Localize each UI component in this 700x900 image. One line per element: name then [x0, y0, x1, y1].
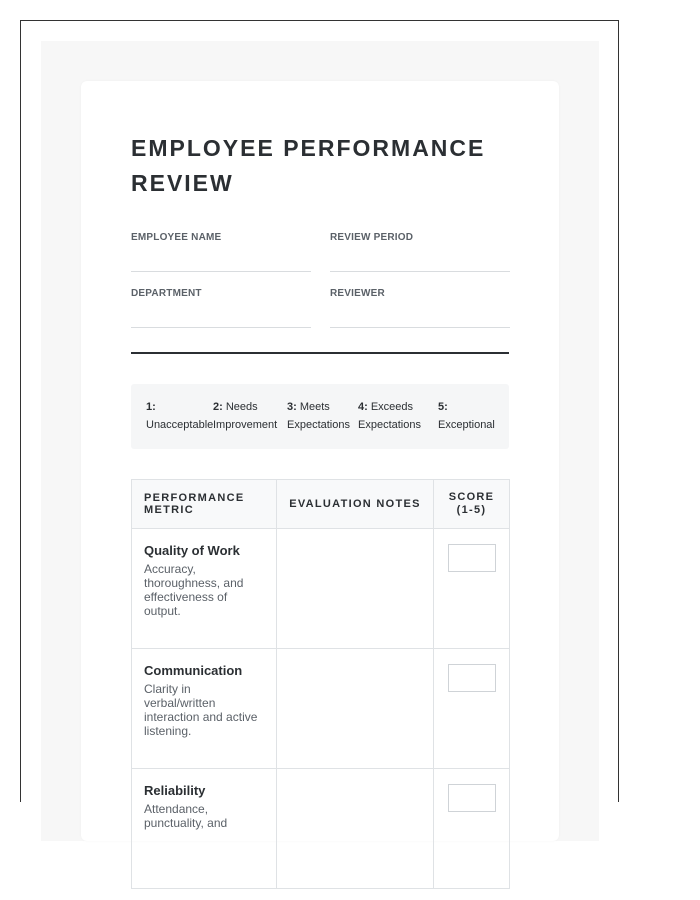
employee-name-input-line[interactable]	[131, 271, 311, 272]
department-label: DEPARTMENT	[131, 288, 202, 299]
evaluation-notes-cell[interactable]	[277, 529, 434, 649]
rating-1	[146, 398, 213, 434]
score-header	[434, 480, 510, 529]
metric-description: Clarity in verbal/written interaction and active listening.	[144, 682, 258, 738]
rating-2-text-line2: Improvement	[213, 419, 278, 431]
page-backdrop	[41, 41, 599, 841]
score-header-line2: (1-5)	[456, 504, 487, 516]
department-input-line[interactable]	[131, 327, 311, 328]
department-field[interactable]	[131, 288, 311, 299]
metric-name: Reliability	[144, 783, 206, 798]
score-cell	[434, 529, 510, 649]
rating-4	[358, 398, 421, 434]
evaluation-notes-cell[interactable]	[277, 649, 434, 769]
score-cell	[434, 649, 510, 769]
review-period-field[interactable]	[330, 232, 510, 243]
score-input[interactable]	[448, 784, 496, 812]
employee-name-field[interactable]	[131, 232, 311, 243]
rating-5-number: 5:	[438, 401, 448, 413]
metric-description: Attendance, punctuality, and	[144, 802, 228, 830]
performance-metric-header-line2: METRIC	[144, 504, 194, 516]
rating-3-number: 3:	[287, 401, 297, 413]
reviewer-input-line[interactable]	[330, 327, 510, 328]
table-row	[132, 649, 510, 769]
metric-description: Accuracy, thoroughness, and effectiveness of output.	[144, 562, 244, 618]
score-input[interactable]	[448, 664, 496, 692]
reviewer-field[interactable]	[330, 288, 510, 299]
table-row	[132, 529, 510, 649]
metric-cell	[132, 649, 277, 769]
rating-3	[287, 398, 350, 434]
metric-name: Quality of Work	[144, 543, 240, 558]
page-frame	[20, 20, 619, 830]
reviewer-label: REVIEWER	[330, 288, 385, 299]
rating-2-number: 2:	[213, 401, 223, 413]
performance-metric-header-line1: PERFORMANCE	[144, 492, 245, 504]
rating-4-text-line2: Expectations	[358, 419, 421, 431]
evaluation-notes-header: EVALUATION NOTES	[277, 480, 434, 529]
score-cell	[434, 769, 510, 889]
table-header-row	[132, 480, 510, 529]
rating-3-text-line2: Expectations	[287, 419, 350, 431]
review-period-input-line[interactable]	[330, 271, 510, 272]
table-row	[132, 769, 510, 889]
rating-5-text-line2: Exceptional	[438, 419, 495, 431]
metric-cell	[132, 529, 277, 649]
metric-name: Communication	[144, 663, 243, 678]
rating-3-text-line1: Meets	[299, 401, 330, 413]
review-period-label: REVIEW PERIOD	[330, 232, 414, 243]
review-form-card	[81, 81, 559, 841]
rating-4-text-line1: Exceeds	[370, 401, 414, 413]
metric-cell	[132, 769, 277, 889]
rating-2-text-line1: Needs	[225, 401, 258, 413]
employee-name-label: EMPLOYEE NAME	[131, 232, 222, 243]
form-title: EMPLOYEE PERFORMANCE REVIEW	[131, 135, 486, 196]
performance-metrics-table	[131, 479, 510, 889]
score-input[interactable]	[448, 544, 496, 572]
rating-1-text-line2: Unacceptable	[146, 419, 214, 431]
rating-5	[438, 398, 495, 434]
evaluation-notes-cell[interactable]	[277, 769, 434, 889]
rating-2	[213, 398, 277, 434]
score-header-line1: SCORE	[448, 491, 495, 503]
performance-metric-header	[132, 480, 277, 529]
rating-scale-legend	[131, 384, 509, 449]
rating-4-number: 4:	[358, 401, 368, 413]
rating-1-number: 1:	[146, 401, 156, 413]
section-divider	[131, 352, 509, 354]
